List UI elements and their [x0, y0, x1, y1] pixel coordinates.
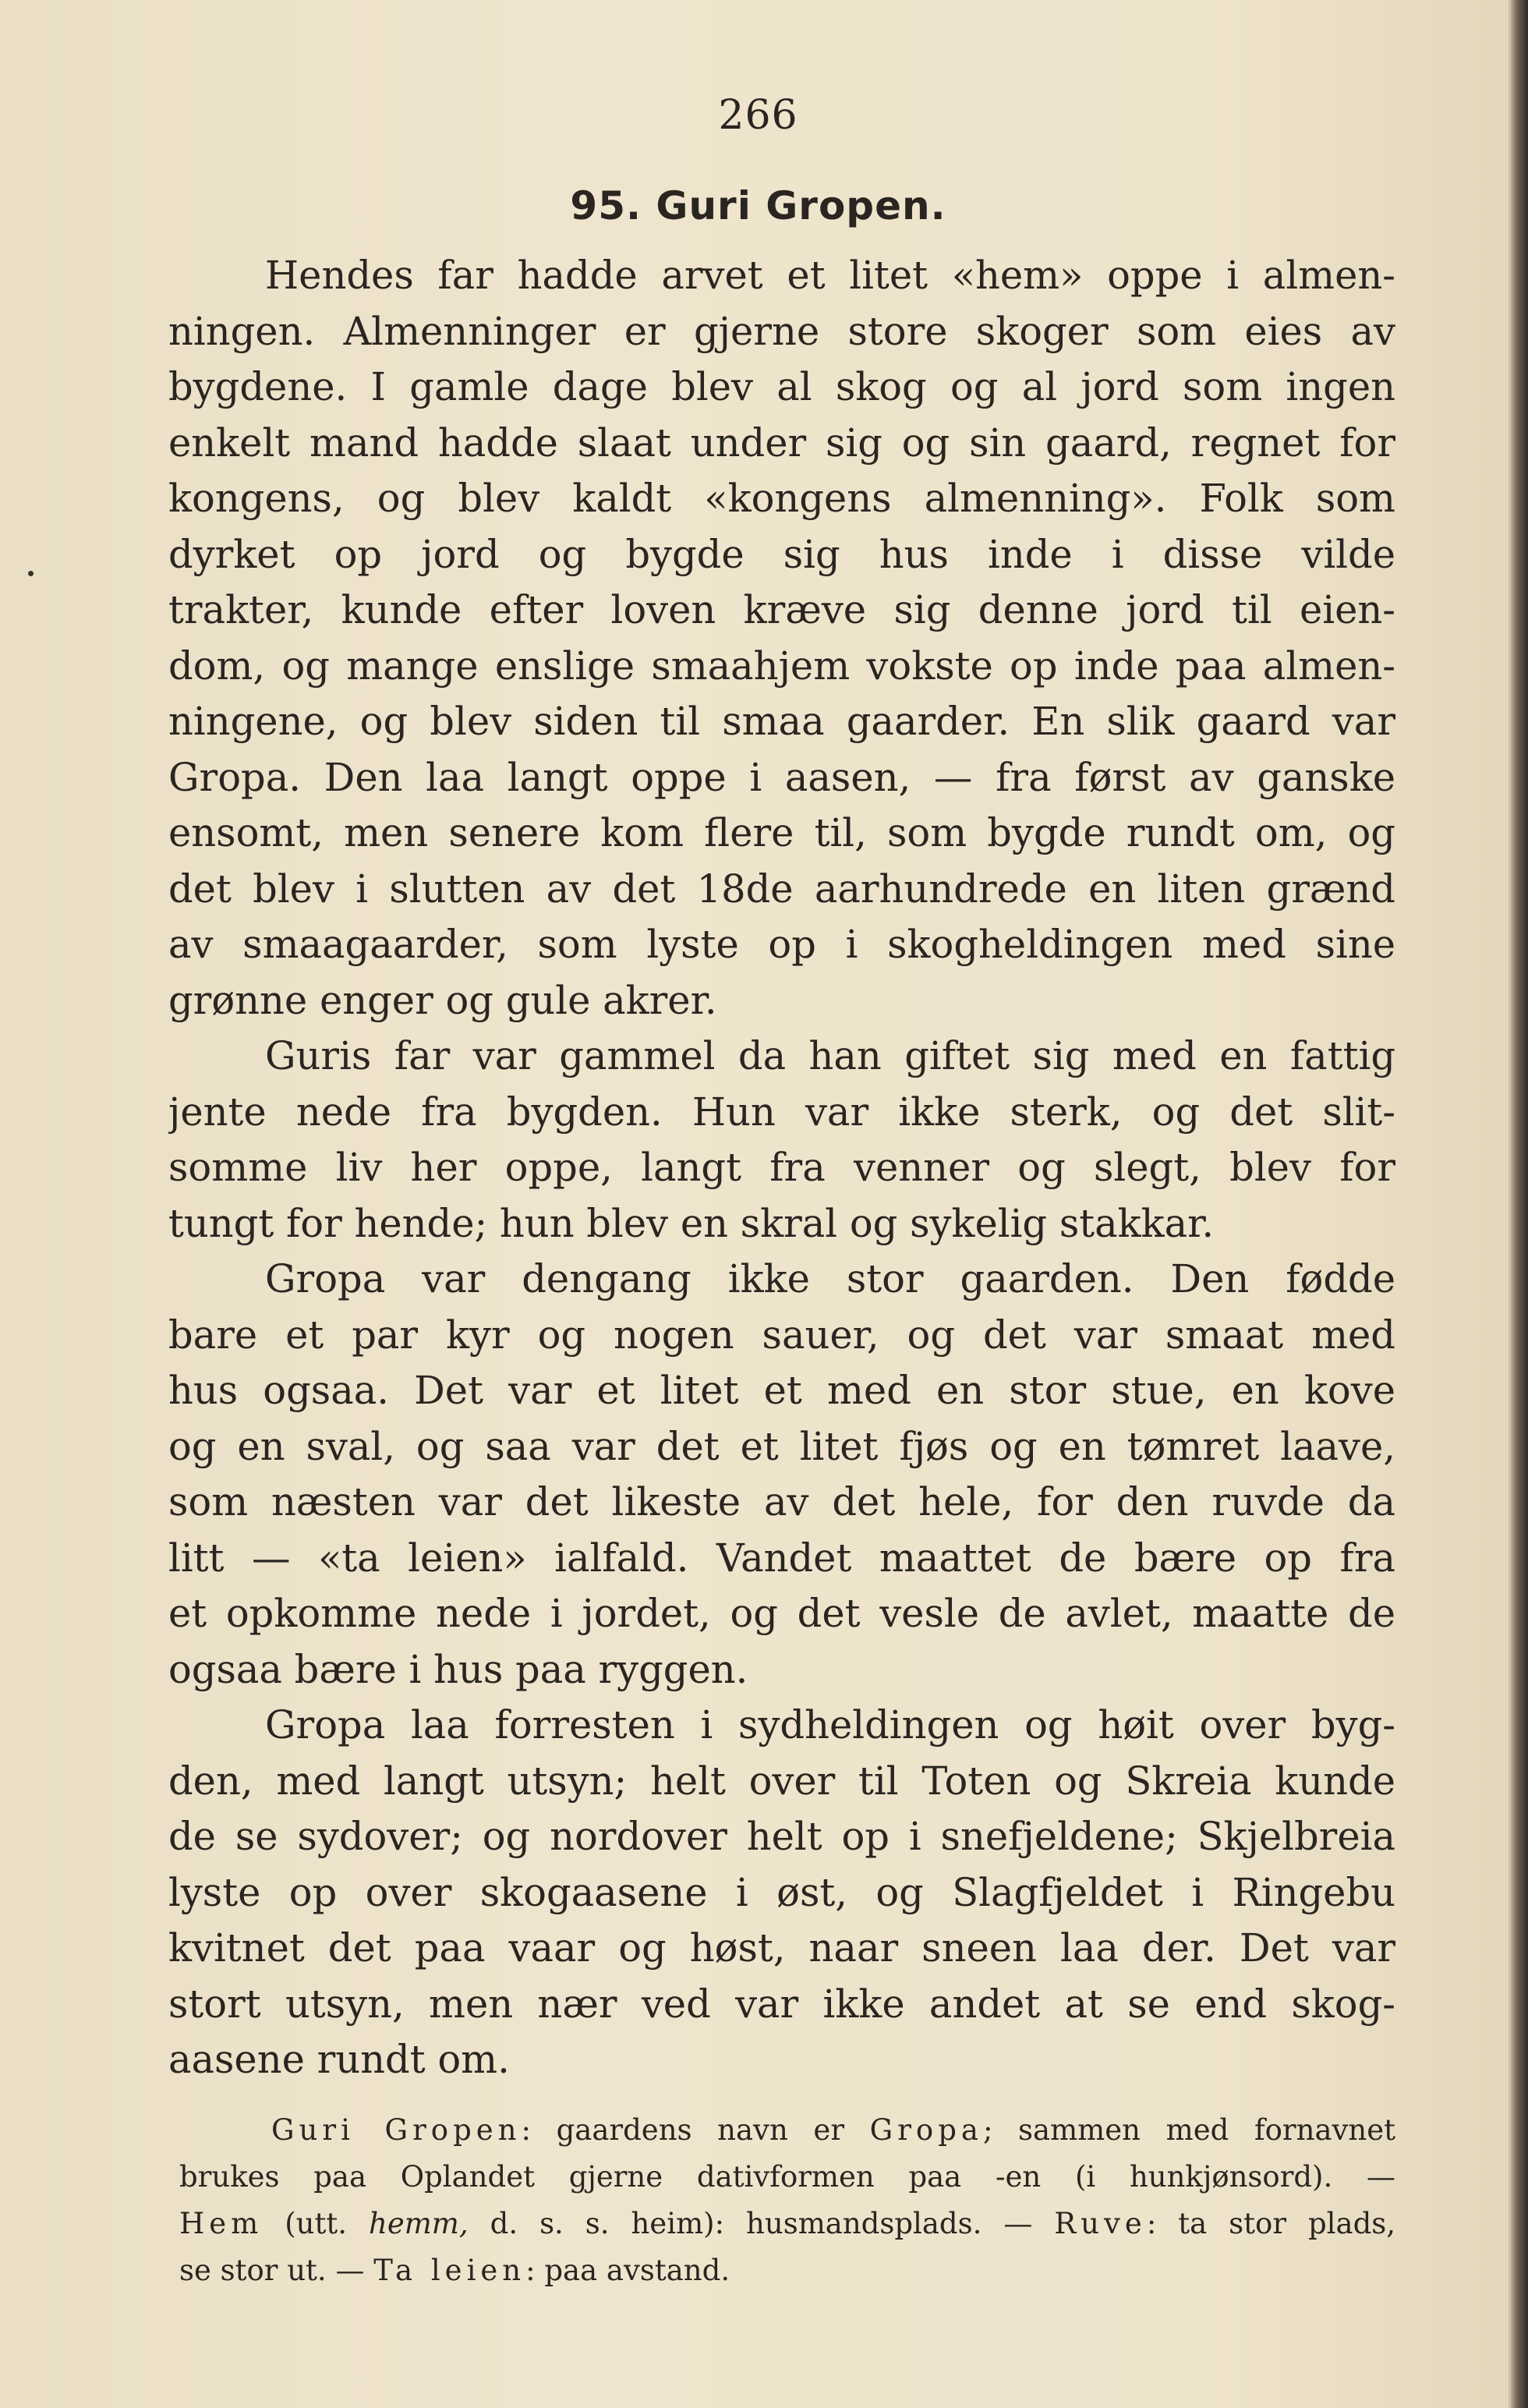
text-line: somme liv her oppe, langt fra venner og slegt, blev for	[168, 1145, 1395, 1190]
footnote-term: Gropa	[869, 2113, 983, 2147]
text-line: jente nede fra bygden. Hun var ikke sterk, og det slit-	[168, 1089, 1395, 1135]
text-line: dyrket op jord og bygde sig hus inde i disse vilde	[168, 531, 1395, 577]
footnote-line: brukes paa Oplandet gjerne dativformen paa -en (i hunkjønsord). —	[179, 2160, 1395, 2194]
footnote-text: : gaardens navn er	[521, 2113, 870, 2147]
footnote-text: (utt.	[263, 2207, 369, 2240]
text-line: ogsaa bære i hus paa ryggen.	[168, 1646, 748, 1692]
text-line: bygdene. I gamle dage blev al skog og al jord som ingen	[168, 364, 1395, 409]
footnote-text: : ta stor plads,	[1146, 2207, 1395, 2240]
text-line: Gropa var dengang ikke stor gaarden. Den fødde	[265, 1256, 1395, 1301]
text-line: tungt for hende; hun blev en skral og sykelig stakkar.	[168, 1200, 1215, 1246]
text-line: det blev i slutten av det 18de aarhundrede en liten grænd	[168, 866, 1395, 912]
text-line: de se sydover; og nordover helt op i snefjeldene; Skjelbreia	[168, 1814, 1395, 1859]
chapter-title: Guri Gropen.	[656, 183, 946, 228]
text-line: ensomt, men senere kom flere til, som bygde rundt om, og	[168, 810, 1395, 855]
footnote-text: se stor ut. —	[179, 2254, 374, 2287]
text-line: av smaagaarder, som lyste op i skogheldingen med sine	[168, 922, 1395, 967]
text-line: litt — «ta leien» ialfald. Vandet maattet de bære op fra	[168, 1535, 1395, 1581]
footnote-term: Guri Gropen	[271, 2113, 522, 2147]
print-speck	[28, 571, 34, 576]
text-line: et opkomme nede i jordet, og det vesle de avlet, maatte de	[168, 1591, 1395, 1636]
chapter-number: 95.	[570, 183, 642, 228]
text-line: Guris far var gammel da han giftet sig med en fattig	[265, 1033, 1395, 1078]
text-line: bare et par kyr og nogen sauer, og det var smaat med	[168, 1312, 1395, 1358]
footnote-line	[179, 2201, 1395, 2247]
footnote-italic: hemm,	[368, 2207, 469, 2240]
text-line: og en sval, og saa var det et litet fjøs og en tømret laave,	[168, 1423, 1395, 1469]
text-line: kongens, og blev kaldt «kongens almenning». Folk som	[168, 476, 1395, 521]
footnote-text: : paa avstand.	[525, 2254, 730, 2287]
footnote-text: d. s. s. heim): husmandsplads. —	[468, 2207, 1055, 2240]
footnotes	[179, 2107, 1395, 2294]
text-line: stort utsyn, men nær ved var ikke andet at se end skog-	[168, 1981, 1395, 2027]
text-line: den, med langt utsyn; helt over til Toten og Skreia kunde	[168, 1758, 1395, 1804]
text-line: Gropa. Den laa langt oppe i aasen, — fra først av ganske	[168, 754, 1395, 800]
text-line: ningene, og blev siden til smaa gaarder. En slik gaard var	[168, 699, 1395, 744]
footnote-text: ; sammen med fornavnet	[982, 2113, 1395, 2147]
page-number: 266	[718, 92, 798, 139]
text-line: kvitnet det paa vaar og høst, naar sneen laa der. Det var	[168, 1925, 1395, 1971]
text-line: trakter, kunde efter loven kræve sig denne jord til eien-	[168, 587, 1395, 632]
text-line: Hendes far hadde arvet et litet «hem» oppe i almen-	[265, 253, 1395, 298]
text-line: hus ogsaa. Det var et litet et med en stor stue, en kove	[168, 1368, 1395, 1413]
book-spine	[1511, 0, 1528, 2408]
footnote-line	[179, 2247, 1395, 2294]
text-line: lyste op over skogaasene i øst, og Slagfjeldet i Ringebu	[168, 1869, 1395, 1915]
footnote-term: Ruve	[1054, 2207, 1147, 2240]
text-line: enkelt mand hadde slaat under sig og sin gaard, regnet for	[168, 420, 1395, 466]
footnote-term: Hem	[179, 2207, 264, 2240]
text-line: dom, og mange enslige smaahjem vokste op inde paa almen-	[168, 643, 1395, 689]
body-text	[168, 248, 1395, 2088]
chapter-heading	[0, 183, 1516, 228]
footnote-term: Ta leien	[373, 2254, 526, 2287]
footnote-line	[179, 2107, 1395, 2154]
text-line: Gropa laa forresten i sydheldingen og høit over byg-	[265, 1702, 1395, 1748]
text-line: ningen. Almenninger er gjerne store skoger som eies av	[168, 308, 1395, 354]
text-line: som næsten var det likeste av det hele, for den ruvde da	[168, 1479, 1395, 1524]
text-line: aasene rundt om.	[168, 2037, 510, 2082]
text-line: grønne enger og gule akrer.	[168, 977, 717, 1023]
